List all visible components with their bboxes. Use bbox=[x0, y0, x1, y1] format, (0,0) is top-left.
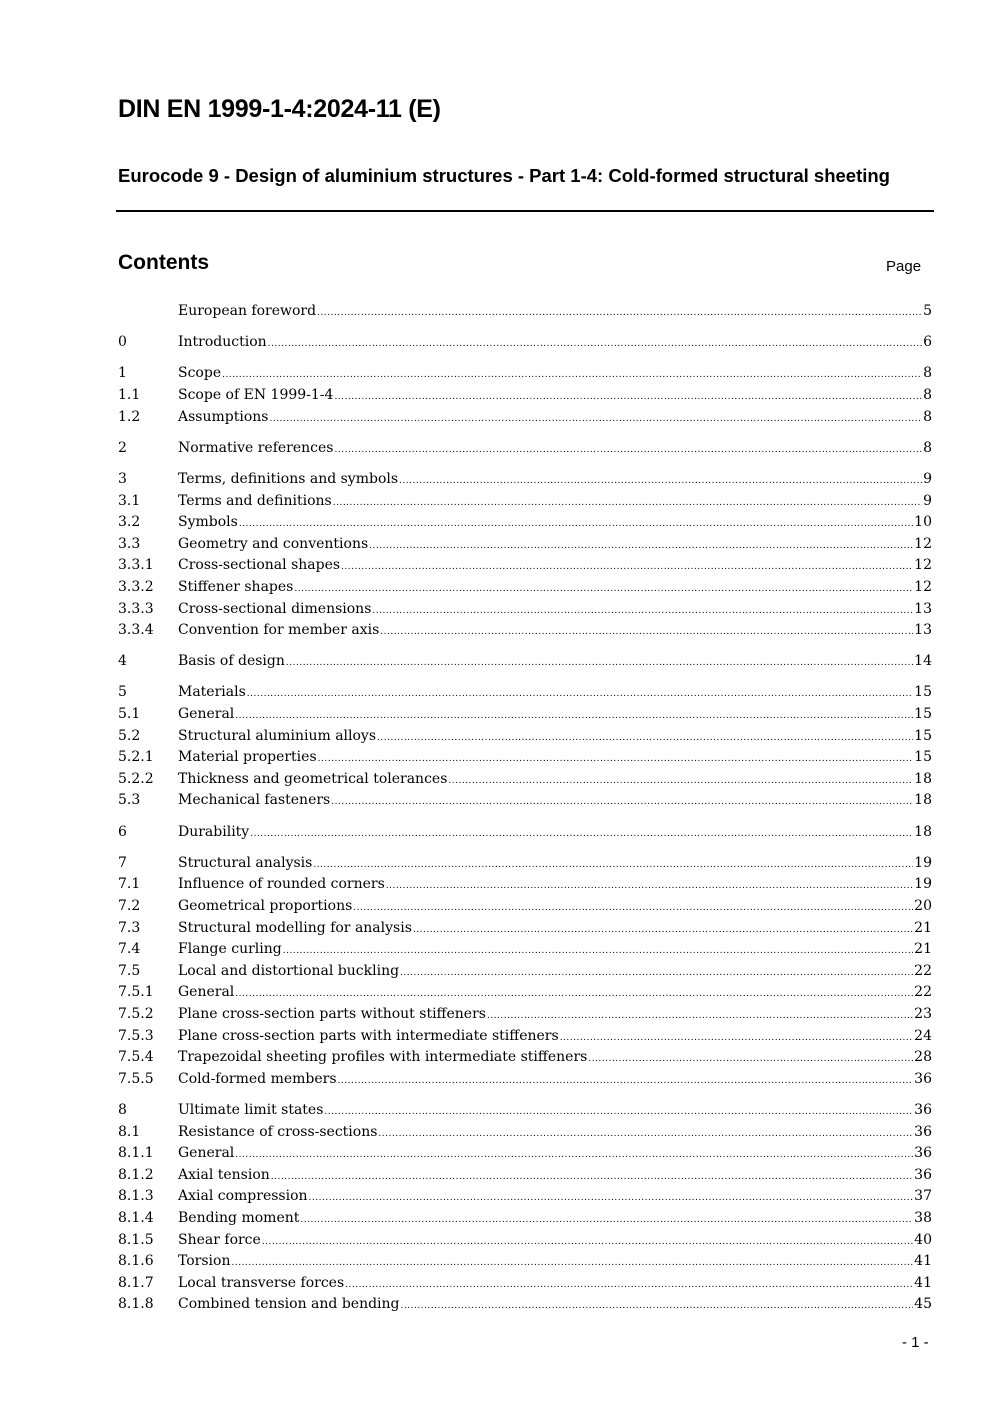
toc-entry[interactable] bbox=[118, 651, 932, 673]
toc-entry[interactable] bbox=[118, 1143, 932, 1165]
toc-entry[interactable] bbox=[118, 853, 932, 875]
toc-dot-leader bbox=[588, 1049, 913, 1071]
toc-entry[interactable] bbox=[118, 438, 932, 460]
toc-entry[interactable] bbox=[118, 620, 932, 642]
toc-dot-leader bbox=[487, 1006, 913, 1028]
toc-entry-page: 23 bbox=[914, 1005, 932, 1022]
toc-dot-leader bbox=[247, 684, 913, 706]
toc-entry-title: Shear force bbox=[178, 1231, 261, 1248]
toc-entry-number: 7 bbox=[118, 854, 127, 871]
toc-entry[interactable] bbox=[118, 407, 932, 429]
toc-entry-page: 41 bbox=[914, 1274, 932, 1291]
toc-entry-page: 5 bbox=[923, 303, 932, 319]
toc-entry-number: 7.4 bbox=[118, 941, 141, 958]
toc-entry[interactable] bbox=[118, 1026, 932, 1048]
toc-entry-title: Geometrical proportions bbox=[178, 898, 353, 914]
toc-entry-page: 8 bbox=[923, 408, 932, 425]
toc-entry-number: 3.3 bbox=[118, 535, 141, 552]
toc-entry[interactable] bbox=[118, 385, 932, 407]
toc-entry-number: 3.1 bbox=[118, 492, 141, 509]
toc-dot-leader bbox=[271, 1167, 913, 1189]
toc-entry-title: Flange curling bbox=[178, 941, 282, 958]
toc-entry-number: 6 bbox=[118, 823, 127, 840]
toc-entry[interactable] bbox=[118, 918, 932, 940]
toc-entry[interactable] bbox=[118, 726, 932, 748]
toc-entry-title: Structural aluminium alloys bbox=[178, 727, 377, 744]
toc-dot-leader bbox=[313, 855, 913, 877]
toc-entry[interactable] bbox=[118, 491, 932, 513]
toc-entry-page: 8 bbox=[923, 439, 932, 456]
toc-dot-leader bbox=[269, 409, 922, 431]
toc-entry-number: 7.5.4 bbox=[118, 1049, 154, 1066]
toc-dot-leader bbox=[369, 536, 913, 558]
toc-dot-leader bbox=[294, 579, 913, 601]
toc-entry-number: 5 bbox=[118, 684, 127, 701]
toc-entry[interactable] bbox=[118, 1273, 932, 1295]
toc-dot-leader bbox=[448, 771, 913, 793]
toc-entry-page: 36 bbox=[914, 1070, 932, 1087]
toc-entry-page: 19 bbox=[914, 854, 932, 871]
toc-entry-page: 15 bbox=[914, 684, 932, 701]
toc-entry[interactable] bbox=[118, 1251, 932, 1273]
toc-dot-leader bbox=[283, 941, 913, 963]
toc-entry-title: Plane cross-section parts with intermediate stiffeners bbox=[178, 1027, 559, 1044]
toc-dot-leader bbox=[309, 1188, 914, 1210]
toc-dot-leader bbox=[262, 1232, 913, 1254]
toc-dot-leader bbox=[334, 387, 922, 409]
document-id: DIN EN 1999-1-4:2024-11 (E) bbox=[118, 95, 441, 123]
toc-entry-title: Materials bbox=[178, 684, 246, 701]
toc-entry-title: Trapezoidal sheeting profiles with intermediate stiffeners bbox=[178, 1049, 588, 1066]
toc-entry-title: Normative references bbox=[178, 439, 334, 456]
toc-entry[interactable] bbox=[118, 363, 932, 385]
toc-entry[interactable] bbox=[118, 577, 932, 599]
toc-entry-number: 7.3 bbox=[118, 919, 141, 936]
toc-entry[interactable] bbox=[118, 704, 932, 726]
toc-entry-page: 8 bbox=[923, 365, 932, 382]
toc-dot-leader bbox=[386, 876, 913, 898]
toc-dot-leader bbox=[338, 1071, 914, 1093]
toc-entry-number: 8.1.1 bbox=[118, 1145, 154, 1162]
toc-entry[interactable] bbox=[118, 469, 932, 491]
toc-entry-number: 2 bbox=[118, 439, 127, 456]
toc-entry-title: Combined tension and bending bbox=[178, 1296, 400, 1313]
toc-entry-title: Scope bbox=[178, 365, 222, 382]
toc-dot-leader bbox=[380, 622, 913, 644]
toc-entry-page: 22 bbox=[914, 984, 932, 1001]
toc-entry-title: Cold-formed members bbox=[178, 1070, 337, 1087]
toc-entry-number: 4 bbox=[118, 653, 127, 670]
toc-entry-title: General bbox=[178, 984, 235, 1001]
toc-entry[interactable] bbox=[118, 822, 932, 844]
toc-entry[interactable] bbox=[118, 1122, 932, 1144]
toc-entry-number: 7.5.5 bbox=[118, 1070, 154, 1087]
toc-dot-leader bbox=[231, 1253, 913, 1275]
toc-dot-leader bbox=[222, 365, 922, 387]
toc-entry-number: 8.1.6 bbox=[118, 1253, 154, 1270]
toc-entry[interactable] bbox=[118, 939, 932, 961]
toc-entry-page: 15 bbox=[914, 749, 932, 766]
toc-entry-number: 5.3 bbox=[118, 792, 141, 809]
toc-entry[interactable] bbox=[118, 1208, 932, 1230]
footer-page-number: - 1 - bbox=[902, 1334, 929, 1351]
toc-dot-leader bbox=[324, 1102, 913, 1124]
toc-entry-page: 18 bbox=[914, 770, 932, 787]
toc-dot-leader bbox=[317, 303, 922, 325]
toc-entry-page: 8 bbox=[923, 386, 932, 403]
toc-dot-leader bbox=[372, 601, 913, 623]
toc-entry-title: Axial tension bbox=[178, 1166, 270, 1183]
toc-entry-title: Axial compression bbox=[178, 1188, 308, 1205]
toc-entry-page: 15 bbox=[914, 706, 932, 723]
toc-entry-number: 8.1.2 bbox=[118, 1166, 154, 1183]
toc-dot-leader bbox=[341, 557, 913, 579]
toc-entry-number: 3.2 bbox=[118, 514, 141, 531]
toc-entry-number: 1.2 bbox=[118, 408, 141, 425]
toc-entry-number: 7.5 bbox=[118, 962, 141, 979]
toc-entry-title: Resistance of cross-sections bbox=[178, 1123, 378, 1140]
toc-entry[interactable] bbox=[118, 1294, 932, 1316]
toc-entry-title: Cross-sectional dimensions bbox=[178, 600, 372, 617]
toc-entry[interactable] bbox=[118, 961, 932, 983]
toc-entry[interactable] bbox=[118, 599, 932, 621]
toc-entry-number: 0 bbox=[118, 334, 127, 351]
toc-entry-page: 38 bbox=[914, 1209, 932, 1226]
toc-entry-page: 12 bbox=[914, 557, 932, 574]
toc-entry-number: 3.3.2 bbox=[118, 578, 154, 595]
toc-entry-title: Bending moment bbox=[178, 1209, 300, 1226]
toc-entry-number: 8.1.5 bbox=[118, 1231, 154, 1248]
toc-entry[interactable] bbox=[118, 534, 932, 556]
toc-entry-page: 36 bbox=[914, 1166, 932, 1183]
toc-entry[interactable] bbox=[118, 1069, 932, 1091]
title-divider bbox=[116, 210, 934, 212]
toc-entry-page: 45 bbox=[914, 1296, 932, 1313]
toc-entry[interactable] bbox=[118, 874, 932, 896]
toc-entry-title: Thickness and geometrical tolerances bbox=[178, 770, 448, 787]
toc-entry-page: 24 bbox=[914, 1027, 932, 1044]
toc-entry[interactable] bbox=[118, 747, 932, 769]
toc-entry-page: 6 bbox=[923, 334, 932, 351]
toc-dot-leader bbox=[300, 1210, 913, 1232]
toc-entry-page: 13 bbox=[914, 622, 932, 639]
toc-entry-number: 7.5.3 bbox=[118, 1027, 154, 1044]
toc-entry-page: 37 bbox=[914, 1188, 932, 1205]
toc-entry-number: 8.1.4 bbox=[118, 1209, 154, 1226]
toc-dot-leader bbox=[235, 1145, 913, 1167]
toc-entry-page: 36 bbox=[914, 1101, 932, 1118]
toc-dot-leader bbox=[377, 728, 913, 750]
toc-entry-title: General bbox=[178, 706, 235, 723]
toc-entry-title: Terms and definitions bbox=[178, 492, 332, 509]
toc-entry[interactable] bbox=[118, 682, 932, 704]
toc-entry[interactable] bbox=[118, 769, 932, 791]
toc-entry-number: 7.5.1 bbox=[118, 984, 154, 1001]
toc-entry-title: Local and distortional buckling bbox=[178, 962, 400, 979]
toc-entry-page: 9 bbox=[923, 470, 932, 487]
toc-entry-page: 22 bbox=[914, 962, 932, 979]
toc-dot-leader bbox=[335, 440, 923, 462]
toc-entry-number: 5.2 bbox=[118, 727, 141, 744]
toc-entry-title: Mechanical fasteners bbox=[178, 792, 331, 809]
toc-entry-title: Terms, definitions and symbols bbox=[178, 470, 399, 487]
toc-dot-leader bbox=[235, 706, 913, 728]
toc-dot-leader bbox=[286, 653, 913, 675]
toc-entry-number: 8.1.3 bbox=[118, 1188, 154, 1205]
toc-dot-leader bbox=[378, 1124, 913, 1146]
page-column-label: Page bbox=[886, 258, 922, 275]
toc-entry-page: 9 bbox=[923, 492, 932, 509]
toc-entry-number: 8 bbox=[118, 1101, 127, 1118]
toc-entry-title: Ultimate limit states bbox=[178, 1101, 324, 1118]
toc-entry-page: 15 bbox=[914, 727, 932, 744]
toc-entry-number: 5.1 bbox=[118, 706, 141, 723]
toc-entry-number: 3.3.4 bbox=[118, 622, 154, 639]
toc-entry[interactable] bbox=[118, 555, 932, 577]
toc-entry-page: 18 bbox=[914, 823, 932, 840]
toc-entry-title: Assumptions bbox=[178, 408, 269, 425]
toc-entry-page: 41 bbox=[914, 1253, 932, 1270]
toc-entry-number: 8.1 bbox=[118, 1123, 141, 1140]
toc-entry-page: 28 bbox=[914, 1049, 932, 1066]
toc-dot-leader bbox=[239, 514, 913, 536]
toc-entry[interactable] bbox=[118, 1047, 932, 1069]
toc-entry-page: 12 bbox=[914, 578, 932, 595]
toc-entry-title: Structural modelling for analysis bbox=[178, 919, 412, 936]
toc-dot-leader bbox=[318, 749, 914, 771]
toc-dot-leader bbox=[235, 984, 913, 1006]
toc-entry-title: Durability bbox=[178, 823, 250, 840]
toc-entry-number: 3 bbox=[118, 470, 127, 487]
toc-entry[interactable] bbox=[118, 1004, 932, 1026]
toc-entry-number: 7.1 bbox=[118, 876, 141, 893]
toc-dot-leader bbox=[401, 1296, 914, 1318]
toc-entry-number: 1 bbox=[118, 365, 127, 382]
toc-dot-leader bbox=[268, 334, 922, 356]
document-title: Eurocode 9 - Design of aluminium structures - Part 1-4: Cold-formed structural sheeting bbox=[118, 165, 890, 186]
toc-dot-leader bbox=[331, 792, 913, 814]
toc-entry-title: Plane cross-section parts without stiffeners bbox=[178, 1005, 486, 1022]
toc-entry-title: Geometry and conventions bbox=[178, 535, 369, 552]
toc-entry-page: 40 bbox=[914, 1231, 932, 1248]
toc-dot-leader bbox=[353, 898, 913, 920]
toc-entry-title: Material properties bbox=[178, 749, 317, 766]
toc-entry-page: 13 bbox=[914, 600, 932, 617]
toc-entry-title: Introduction bbox=[178, 334, 267, 351]
toc-entry-title: Stiffener shapes bbox=[178, 578, 294, 595]
toc-dot-leader bbox=[399, 471, 922, 493]
toc-entry[interactable] bbox=[118, 512, 932, 534]
toc-entry-number: 7.5.2 bbox=[118, 1005, 154, 1022]
toc-entry-page: 21 bbox=[914, 941, 932, 958]
toc-entry[interactable] bbox=[118, 1186, 932, 1208]
toc-dot-leader bbox=[400, 963, 913, 985]
toc-entry-page: 12 bbox=[914, 535, 932, 552]
toc-entry-number: 3.3.1 bbox=[118, 557, 154, 574]
toc-entry-title: Torsion bbox=[178, 1253, 231, 1270]
toc-entry-title: Cross-sectional shapes bbox=[178, 557, 341, 574]
toc-entry-page: 14 bbox=[914, 653, 932, 670]
toc-dot-leader bbox=[250, 824, 913, 846]
toc-entry[interactable] bbox=[118, 896, 932, 918]
toc-entry-title: Scope of EN 1999-1-4 bbox=[178, 386, 334, 403]
toc-entry-page: 20 bbox=[914, 898, 932, 914]
toc-entry-title: Convention for member axis bbox=[178, 622, 380, 639]
toc-entry[interactable] bbox=[118, 1100, 932, 1122]
table-of-contents bbox=[118, 301, 932, 1316]
toc-entry-page: 21 bbox=[914, 919, 932, 936]
toc-entry-number: 3.3.3 bbox=[118, 600, 154, 617]
toc-entry-number: 7.2 bbox=[118, 898, 141, 914]
toc-entry-number: 5.2.1 bbox=[118, 749, 154, 766]
toc-entry-title: Basis of design bbox=[178, 653, 285, 670]
toc-entry-title: Structural analysis bbox=[178, 854, 313, 871]
toc-entry-page: 10 bbox=[914, 514, 932, 531]
toc-dot-leader bbox=[345, 1275, 913, 1297]
toc-entry[interactable] bbox=[118, 1165, 932, 1187]
toc-entry-number: 1.1 bbox=[118, 386, 141, 403]
toc-entry-page: 19 bbox=[914, 876, 932, 893]
toc-dot-leader bbox=[560, 1028, 913, 1050]
toc-entry-title: Influence of rounded corners bbox=[178, 876, 385, 893]
toc-entry-title: European foreword bbox=[178, 303, 317, 319]
toc-dot-leader bbox=[333, 493, 922, 515]
toc-dot-leader bbox=[413, 920, 913, 942]
toc-entry-page: 36 bbox=[914, 1123, 932, 1140]
toc-entry-title: Symbols bbox=[178, 514, 238, 531]
toc-entry[interactable] bbox=[118, 1230, 932, 1252]
toc-entry-page: 18 bbox=[914, 792, 932, 809]
toc-entry[interactable] bbox=[118, 982, 932, 1004]
toc-entry-number: 5.2.2 bbox=[118, 770, 154, 787]
toc-entry-number: 8.1.7 bbox=[118, 1274, 154, 1291]
contents-heading: Contents bbox=[118, 251, 209, 274]
toc-entry-number: 8.1.8 bbox=[118, 1296, 154, 1313]
toc-entry-page: 36 bbox=[914, 1145, 932, 1162]
toc-entry-title: Local transverse forces bbox=[178, 1274, 345, 1291]
toc-entry-title: General bbox=[178, 1145, 235, 1162]
toc-entry[interactable] bbox=[118, 790, 932, 812]
toc-entry[interactable] bbox=[118, 301, 932, 323]
toc-entry[interactable] bbox=[118, 332, 932, 354]
